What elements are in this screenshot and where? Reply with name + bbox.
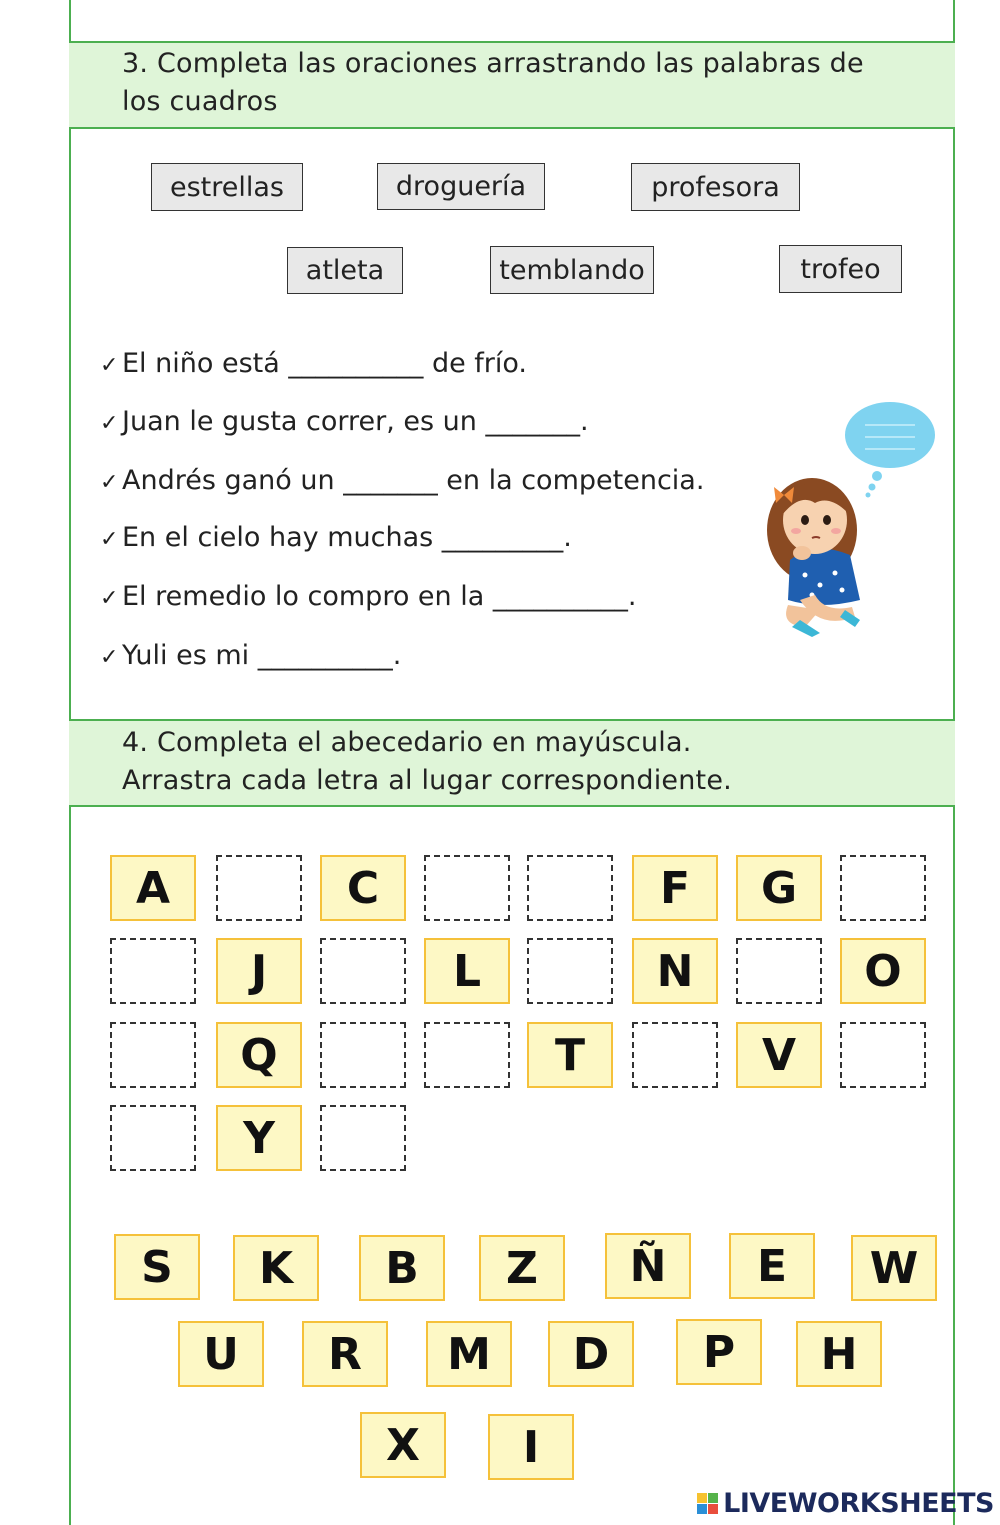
- letter-tile-T: T: [527, 1022, 613, 1088]
- draggable-letter-Z[interactable]: Z: [479, 1235, 565, 1301]
- draggable-letter-S[interactable]: S: [114, 1234, 200, 1300]
- drop-slot-W[interactable]: [840, 1022, 926, 1088]
- sentence-3: ✓ Andrés ganó un _______ en la competencia.: [100, 463, 704, 501]
- check-icon: ✓: [100, 353, 119, 378]
- word-box-profesora[interactable]: profesora: [631, 163, 800, 211]
- draggable-letter-X[interactable]: X: [360, 1412, 446, 1478]
- draggable-letter-H[interactable]: H: [796, 1321, 882, 1387]
- draggable-letter-Ñ[interactable]: Ñ: [605, 1233, 691, 1299]
- draggable-letter-M[interactable]: M: [426, 1321, 512, 1387]
- letter-tile-L: L: [424, 938, 510, 1004]
- word-box-estrellas[interactable]: estrellas: [151, 163, 303, 211]
- sentence-1: ✓ El niño está __________ de frío.: [100, 346, 527, 384]
- liveworksheets-logo-icon: [697, 1493, 719, 1515]
- draggable-letter-I[interactable]: I: [488, 1414, 574, 1480]
- letter-tile-J: J: [216, 938, 302, 1004]
- sentence-2: ✓ Juan le gusta correr, es un _______.: [100, 404, 589, 442]
- check-icon: ✓: [100, 645, 119, 670]
- drop-slot-K[interactable]: [320, 938, 406, 1004]
- sentence-4: ✓ En el cielo hay muchas _________.: [100, 520, 572, 558]
- letter-tile-Q: Q: [216, 1022, 302, 1088]
- letter-tile-A: A: [110, 855, 196, 921]
- draggable-letter-R[interactable]: R: [302, 1321, 388, 1387]
- check-icon: ✓: [100, 527, 119, 552]
- word-box-atleta[interactable]: atleta: [287, 247, 403, 294]
- word-box-drogueria[interactable]: droguería: [377, 163, 545, 210]
- liveworksheets-logo: [697, 1488, 994, 1519]
- drop-slot-X[interactable]: [110, 1105, 196, 1171]
- letter-tile-O: O: [840, 938, 926, 1004]
- draggable-letter-U[interactable]: U: [178, 1321, 264, 1387]
- section4-title-line1: 4. Completa el abecedario en mayúscula.: [122, 727, 692, 758]
- draggable-letter-K[interactable]: K: [233, 1235, 319, 1301]
- drop-slot-M[interactable]: [527, 938, 613, 1004]
- section3-title-line2: los cuadros: [122, 86, 278, 117]
- drop-slot-E[interactable]: [527, 855, 613, 921]
- letter-tile-G: G: [736, 855, 822, 921]
- section3-title-line1: 3. Completa las oraciones arrastrando las palabras de: [122, 48, 864, 79]
- drop-slot-Z[interactable]: [320, 1105, 406, 1171]
- sentence-6: ✓ Yuli es mi __________.: [100, 638, 401, 676]
- word-box-temblando[interactable]: temblando: [490, 246, 654, 294]
- drop-slot-Ñ[interactable]: [736, 938, 822, 1004]
- check-icon: ✓: [100, 411, 119, 436]
- draggable-letter-D[interactable]: D: [548, 1321, 634, 1387]
- letter-tile-N: N: [632, 938, 718, 1004]
- sentence-5: ✓ El remedio lo compro en la __________.: [100, 579, 636, 617]
- thinking-girl-illustration: [760, 395, 945, 640]
- liveworksheets-logo-text: LIVEWORKSHEETS: [723, 1488, 994, 1519]
- drop-slot-P[interactable]: [110, 1022, 196, 1088]
- drop-slot-I[interactable]: [110, 938, 196, 1004]
- check-icon: ✓: [100, 586, 119, 611]
- letter-tile-F: F: [632, 855, 718, 921]
- drop-slot-S[interactable]: [424, 1022, 510, 1088]
- check-icon: ✓: [100, 470, 119, 495]
- drop-slot-R[interactable]: [320, 1022, 406, 1088]
- draggable-letter-E[interactable]: E: [729, 1233, 815, 1299]
- drop-slot-H[interactable]: [840, 855, 926, 921]
- letter-tile-C: C: [320, 855, 406, 921]
- section4-title-line2: Arrastra cada letra al lugar correspondiente.: [122, 765, 732, 796]
- drop-slot-B[interactable]: [216, 855, 302, 921]
- letter-tile-V: V: [736, 1022, 822, 1088]
- draggable-letter-W[interactable]: W: [851, 1235, 937, 1301]
- draggable-letter-P[interactable]: P: [676, 1319, 762, 1385]
- word-box-trofeo[interactable]: trofeo: [779, 245, 902, 293]
- draggable-letter-B[interactable]: B: [359, 1235, 445, 1301]
- letter-tile-Y: Y: [216, 1105, 302, 1171]
- drop-slot-U[interactable]: [632, 1022, 718, 1088]
- drop-slot-D[interactable]: [424, 855, 510, 921]
